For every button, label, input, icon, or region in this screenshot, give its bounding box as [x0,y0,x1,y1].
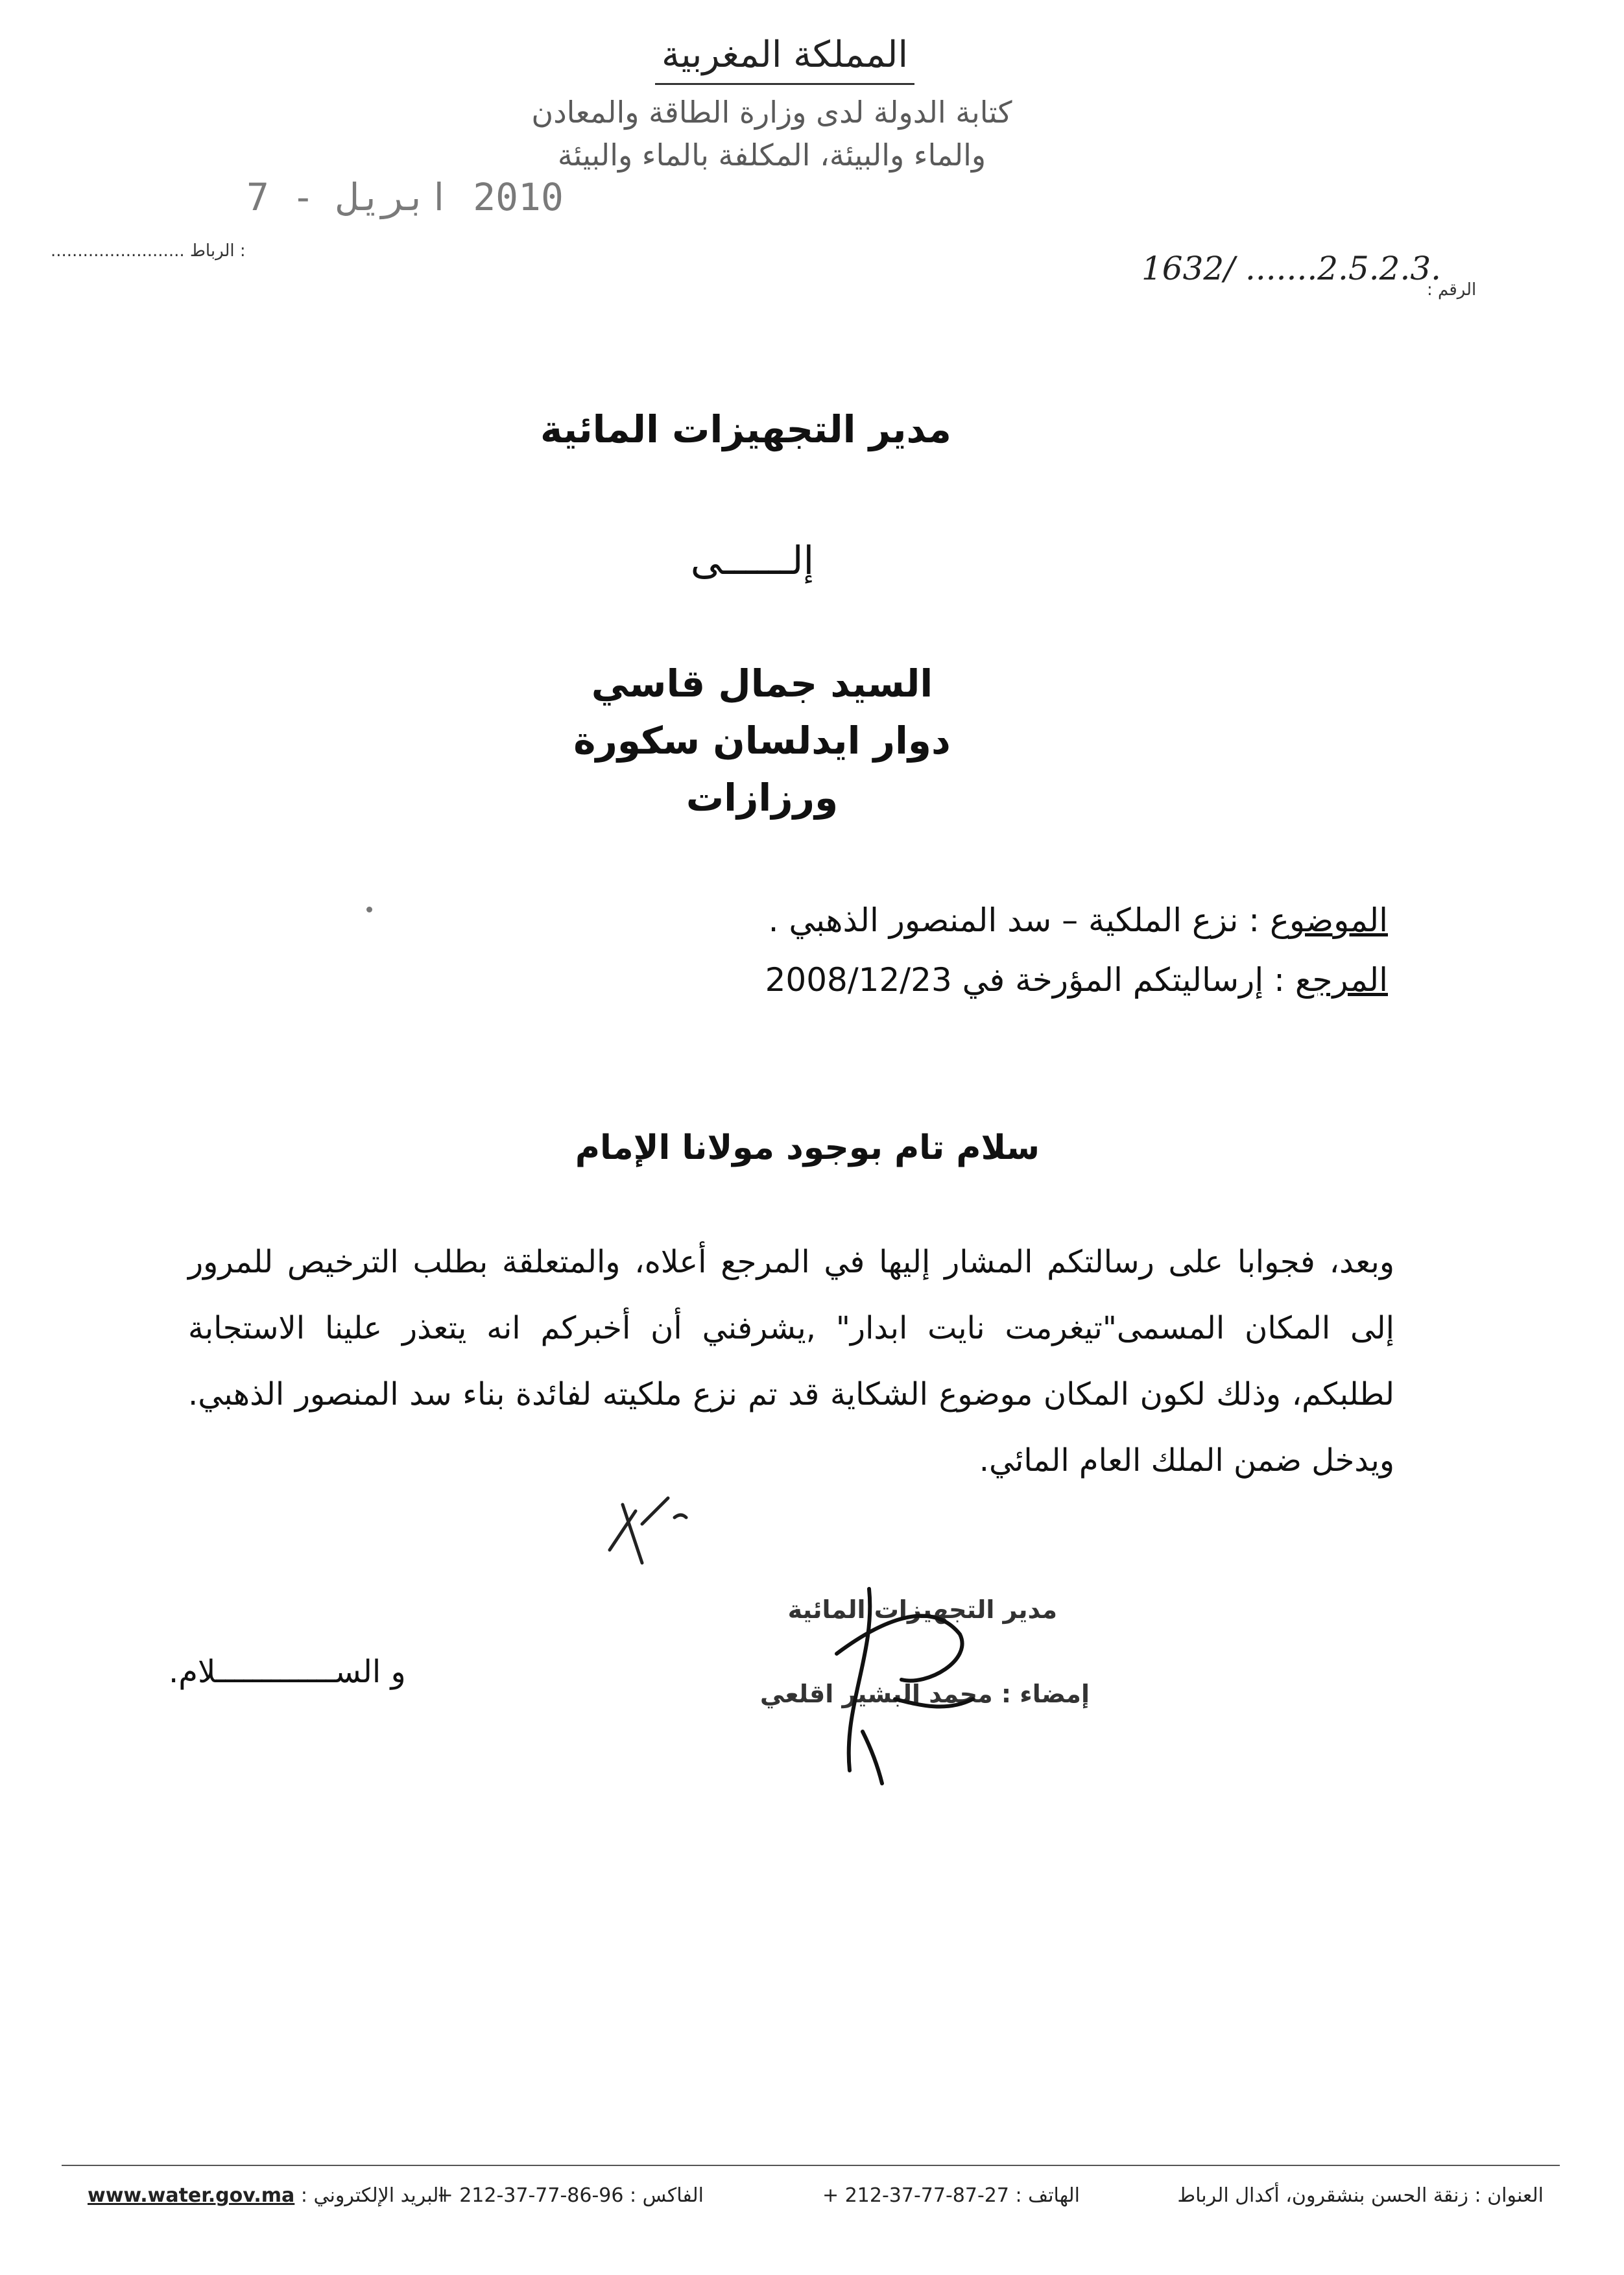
letterhead-divider [655,83,914,85]
sender-title: مدير التجهيزات المائية [540,407,951,451]
footer-fax [431,2184,704,2207]
letter-body: وبعد، فجوابا على رسالتكم المشار إليها في المرجع أعلاه، والمتعلقة بطلب الترخيص للمرور إلى المكان المسمى"تيغرمت نايت ابدار" ,يشرفني أن أخبركم انه يتعذر علينا الاستجابة لطلبكم، وذلك لكون المكان موضوع الشكاية قد تم نزع ملكيته لفائدة بناء سد المنصور الذهبي. ويدخل ضمن الملك العام المائي. [188,1244,1394,1479]
handwritten-mark-icon [597,1485,713,1569]
reference-number-label: الرقم : [1427,280,1477,300]
letterhead-ministry [493,91,1051,176]
reference-text: : إرساليتكم المؤرخة في 2008/12/23 [765,961,1285,999]
addressee-line-2: دوار ايدلسان سكورة [573,719,951,763]
footer-email-link[interactable]: www.water.gov.ma [88,2184,295,2207]
place-dots: ......................... [51,241,185,261]
footer-email [88,2184,444,2207]
addressee-block [454,655,1070,826]
subject-row [389,901,1388,939]
subject-text: : نزع الملكية – سد المنصور الذهبي . [768,901,1260,939]
handwritten-signature-icon [739,1576,1051,1790]
reference-row [389,961,1388,999]
letterhead-kingdom: المملكة المغربية [661,34,909,76]
closing: و الســـــــــــــلام. [169,1654,406,1690]
footer-email-label: البريد الإلكتروني : [300,2184,444,2207]
footer-phone [794,2184,1080,2207]
footer-fax-label: الفاكس : [630,2184,704,2207]
subject-label: الموضوع [1270,901,1388,939]
addressee-name: السيد جمال قاسي [591,661,933,706]
footer-divider [62,2165,1560,2166]
reference-number: 1632/ .......2.5.2.3. [1141,250,1442,287]
addressee-line-3: ورزازات [686,776,839,820]
signature-title: مدير التجهيزات المائية [787,1595,1057,1624]
footer-address: العنوان : زنقة الحسن بنشقرون، أكدال الرباط [1177,2184,1544,2207]
ministry-line-2: والماء والبيئة، المكلفة بالماء والبيئة [557,137,986,173]
place-label: الرباط : [189,241,246,261]
to-word: إلــــــى [690,538,815,584]
footer-fax-number: + 212-37-77-86-96 [436,2184,624,2207]
greeting: سلام تام بوجود مولانا الإمام [575,1128,1040,1167]
date-stamp: 2010 ابريل - 7 [246,175,564,219]
ministry-line-1: كتابة الدولة لدى وزارة الطاقة والمعادن [531,95,1012,130]
reference-label: المرجع [1295,961,1388,999]
stray-dot [366,907,372,912]
footer-phone-label: الهاتف : [1015,2184,1080,2207]
place-line [51,241,246,261]
footer-phone-number: + 212-37-77-87-27 [822,2184,1009,2207]
signature-name: إمضاء : محمد البشير اقلعي [759,1680,1090,1708]
